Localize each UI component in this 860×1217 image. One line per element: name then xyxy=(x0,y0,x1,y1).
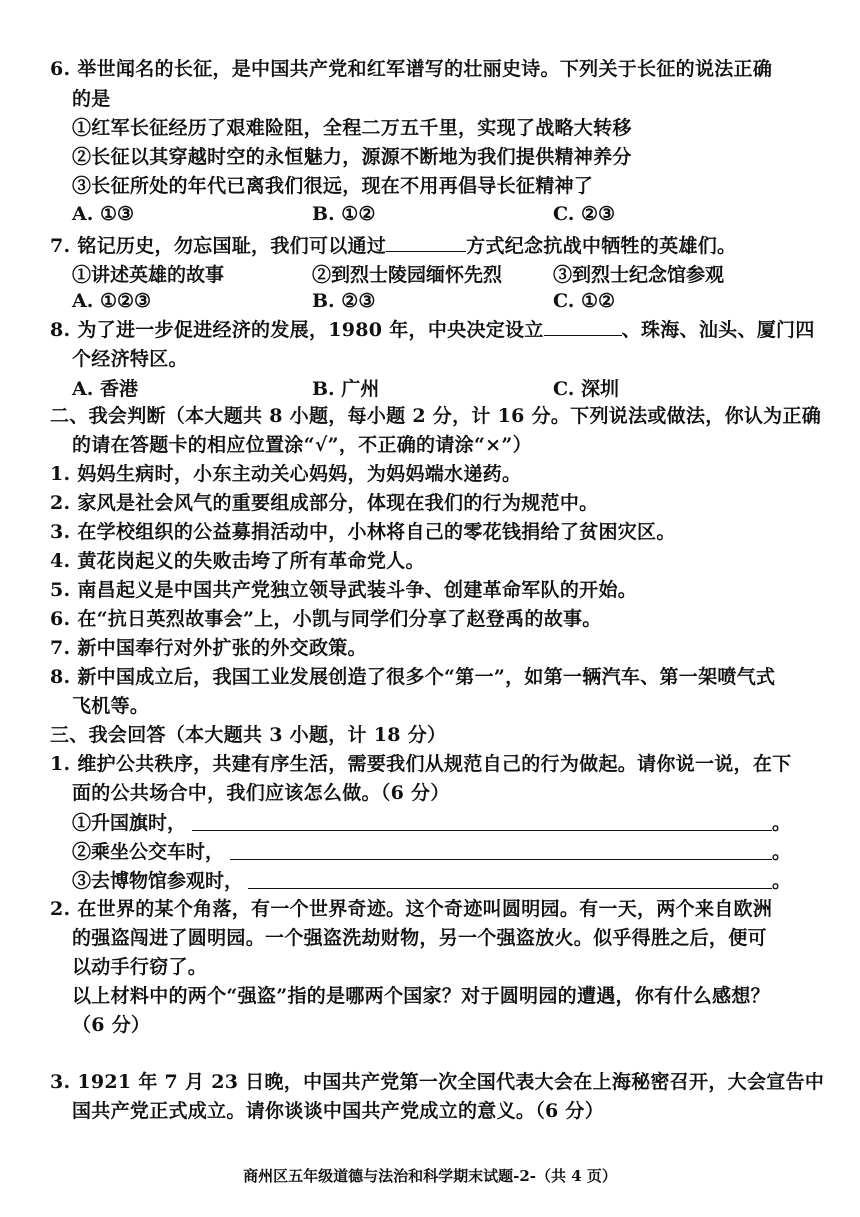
q6-option-c: C. ②③ xyxy=(553,203,616,225)
judge-item-8-line2: 飞机等。 xyxy=(72,695,150,717)
answer-q2-line3: 以动手行窃了。 xyxy=(72,956,208,978)
section2-header-line2: 的请在答题卡的相应位置涂“√”，不正确的请涂“×”） xyxy=(72,434,532,456)
answer-line-3 xyxy=(248,888,772,889)
section3-header: 三、我会回答（本大题共 3 小题，计 18 分） xyxy=(50,724,447,746)
q7-line1 xyxy=(50,232,736,260)
q7-statement-3: ③到烈士纪念馆参观 xyxy=(553,264,725,286)
judge-item-5: 5. 南昌起义是中国共产党独立领导武装斗争、创建革命军队的开始。 xyxy=(50,579,638,601)
q8-option-c: C. 深圳 xyxy=(553,378,620,400)
q6-line2: 的是 xyxy=(72,88,111,110)
section2-header: 二、我会判断（本大题共 8 小题，每小题 2 分，计 16 分。下列说法或做法，你认为正确 xyxy=(50,405,822,427)
answer-line-3-end: 。 xyxy=(772,870,792,892)
judge-item-4: 4. 黄花岗起义的失败击垮了所有革命党人。 xyxy=(50,550,425,572)
answer-q3-line2: 国共产党正式成立。请你谈谈中国共产党成立的意义。（6 分） xyxy=(72,1100,605,1122)
judge-item-7: 7. 新中国奉行对外扩张的外交政策。 xyxy=(50,637,367,659)
q7-option-b: B. ②③ xyxy=(312,290,376,312)
q7-text-after: 方式纪念抗战中牺牲的英雄们。 xyxy=(466,235,737,257)
answer-line-1 xyxy=(192,830,772,831)
answer-q2-line2: 的强盗闯进了圆明园。一个强盗洗劫财物，另一个强盗放火。似乎得胜之后，便可 xyxy=(72,927,767,949)
answer-q1-prompt-2 xyxy=(72,837,792,865)
judge-item-3: 3. 在学校组织的公益募捐活动中，小林将自己的零花钱捐给了贫困灾区。 xyxy=(50,521,676,543)
prompt-1-label: ①升国旗时， xyxy=(72,812,187,834)
answer-q1-prompt-1 xyxy=(72,808,792,836)
q7-blank xyxy=(386,233,466,252)
page-footer: 商州区五年级道德与法治和科学期末试题-2-（共 4 页） xyxy=(243,1167,617,1185)
answer-q2-line4: 以上材料中的两个“强盗”指的是哪两个国家？对于圆明园的遭遇，你有什么感想？ xyxy=(72,985,770,1007)
judge-item-2: 2. 家风是社会风气的重要组成部分，体现在我们的行为规范中。 xyxy=(50,492,599,514)
q7-text-before: 7. 铭记历史，勿忘国耻，我们可以通过 xyxy=(50,235,387,257)
q8-text-after: 、珠海、汕头、厦门四 xyxy=(621,319,815,341)
answer-line-1-end: 。 xyxy=(772,812,792,834)
q6-statement-3: ③长征所处的年代已离我们很远，现在不用再倡导长征精神了 xyxy=(72,175,594,197)
answer-q1-line1: 1. 维护公共秩序，共建有序生活，需要我们从规范自己的行为做起。请你说一说，在下 xyxy=(50,753,792,775)
q8-option-b: B. 广州 xyxy=(312,378,380,400)
q6-option-b: B. ①② xyxy=(312,203,376,225)
answer-line-2-end: 。 xyxy=(772,841,792,863)
answer-q2-line1: 2. 在世界的某个角落，有一个世界奇迹。这个奇迹叫圆明园。有一天，两个来自欧洲 xyxy=(50,898,773,920)
q7-statement-1: ①讲述英雄的故事 xyxy=(72,264,225,286)
q7-option-c: C. ①② xyxy=(553,290,616,312)
judge-item-6: 6. 在“抗日英烈故事会”上，小凯与同学们分享了赵登禹的故事。 xyxy=(50,608,602,630)
q8-line1 xyxy=(50,316,815,344)
prompt-3-label: ③去博物馆参观时， xyxy=(72,870,244,892)
q6-statement-2: ②长征以其穿越时空的永恒魅力，源源不断地为我们提供精神养分 xyxy=(72,146,632,168)
answer-q3-line1: 3. 1921 年 7 月 23 日晚，中国共产党第一次全国代表大会在上海秘密召开，大会宣告中 xyxy=(50,1071,825,1093)
answer-q1-line2: 面的公共场合中，我们应该怎么做。（6 分） xyxy=(72,782,450,804)
q7-option-a: A. ①②③ xyxy=(72,290,152,312)
q6-statement-1: ①红军长征经历了艰难险阻，全程二万五千里，实现了战略大转移 xyxy=(72,117,632,139)
q8-text-before: 8. 为了进一步促进经济的发展，1980 年，中央决定设立 xyxy=(50,319,544,341)
answer-q2-line5: （6 分） xyxy=(72,1014,151,1036)
q6-option-a: A. ①③ xyxy=(72,203,135,225)
q8-blank xyxy=(544,317,622,336)
q7-statement-2: ②到烈士陵园缅怀先烈 xyxy=(312,264,503,286)
answer-q1-prompt-3 xyxy=(72,866,792,894)
prompt-2-label: ②乘坐公交车时， xyxy=(72,841,225,863)
q8-option-a: A. 香港 xyxy=(72,378,138,400)
answer-line-2 xyxy=(230,859,772,860)
q6-line1: 6. 举世闻名的长征，是中国共产党和红军谱写的壮丽史诗。下列关于长征的说法正确 xyxy=(50,58,773,80)
judge-item-1: 1. 妈妈生病时，小东主动关心妈妈，为妈妈端水递药。 xyxy=(50,463,522,485)
q8-line2: 个经济特区。 xyxy=(72,348,188,370)
judge-item-8: 8. 新中国成立后，我国工业发展创造了很多个“第一”，如第一辆汽车、第一架喷气式 xyxy=(50,666,776,688)
